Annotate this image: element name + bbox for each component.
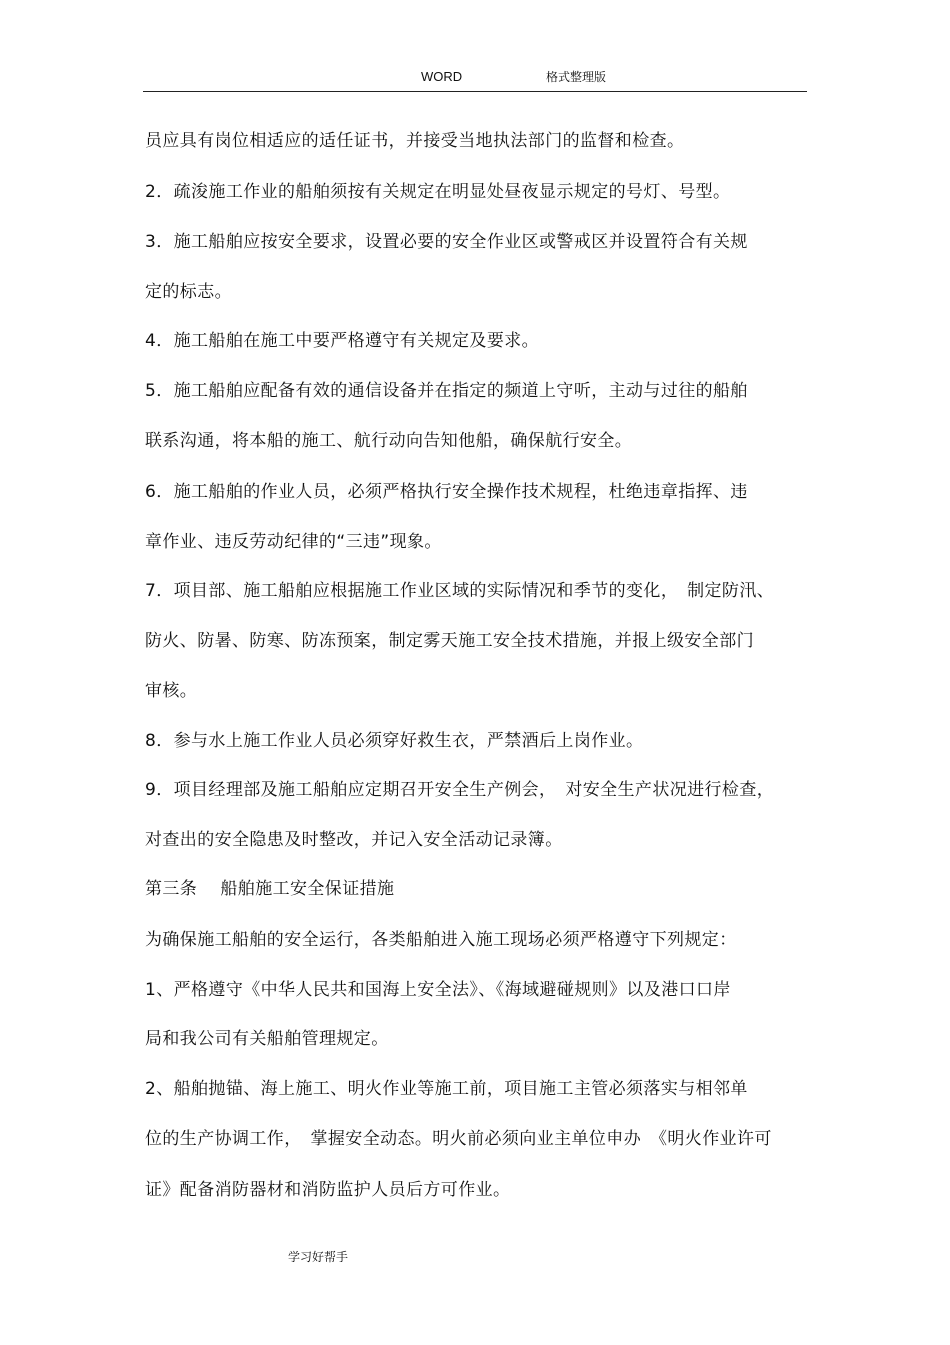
text-line: 1、严格遵守《中华人民共和国海上安全法》、《海域避碰规则》以及港口口岸 — [145, 980, 731, 1000]
text-line: 章作业、违反劳动纪律的“三违”现象。 — [145, 532, 442, 552]
page-header — [0, 66, 950, 88]
header-divider — [143, 91, 807, 92]
text-line: 对查出的安全隐患及时整改，并记入安全活动记录簿。 — [145, 830, 563, 850]
page-footer: 学习好帮手 — [288, 1250, 349, 1264]
text-line: 5．施工船舶应配备有效的通信设备并在指定的频道上守听，主动与过往的船舶 — [145, 381, 748, 401]
text-line: 定的标志。 — [145, 282, 232, 302]
text-line: 4．施工船舶在施工中要严格遵守有关规定及要求。 — [145, 331, 540, 351]
text-line: 员应具有岗位相适应的适任证书，并接受当地执法部门的监督和检查。 — [145, 131, 685, 151]
text-line: 联系沟通，将本船的施工、航行动向告知他船，确保航行安全。 — [145, 431, 633, 451]
text-line: 局和我公司有关船舶管理规定。 — [145, 1029, 389, 1049]
text-line: 9．项目经理部及施工船舶应定期召开安全生产例会， 对安全生产状况进行检查， — [145, 780, 775, 800]
text-line: 位的生产协调工作， 掌握安全动态。明火前必须向业主单位申办 《明火作业许可 — [145, 1129, 772, 1149]
text-line: 2．疏浚施工作业的船舶须按有关规定在明显处昼夜显示规定的号灯、号型。 — [145, 182, 731, 202]
text-line: 7．项目部、施工船舶应根据施工作业区域的实际情况和季节的变化， 制定防汛、 — [145, 581, 775, 601]
text-line: 3．施工船舶应按安全要求，设置必要的安全作业区或警戒区并设置符合有关规 — [145, 232, 748, 252]
text-line: 防火、防暑、防寒、防冻预案，制定雾天施工安全技术措施，并报上级安全部门 — [145, 631, 754, 651]
text-line: 审核。 — [145, 681, 198, 701]
section-heading: 第三条 船舶施工安全保证措施 — [145, 879, 395, 899]
text-line: 证》配备消防器材和消防监护人员后方可作业。 — [145, 1180, 511, 1200]
header-format-label: 格式整理版 — [546, 70, 607, 84]
header-word-label: WORD — [421, 69, 463, 84]
text-line: 为确保施工船舶的安全运行，各类船舶进入施工现场必须严格遵守下列规定： — [145, 930, 737, 950]
text-line: 8．参与水上施工作业人员必须穿好救生衣，严禁酒后上岗作业。 — [145, 731, 644, 751]
text-line: 2、船舶抛锚、海上施工、明火作业等施工前，项目施工主管必须落实与相邻单 — [145, 1079, 748, 1099]
text-line: 6．施工船舶的作业人员，必须严格执行安全操作技术规程，杜绝违章指挥、违 — [145, 482, 748, 502]
